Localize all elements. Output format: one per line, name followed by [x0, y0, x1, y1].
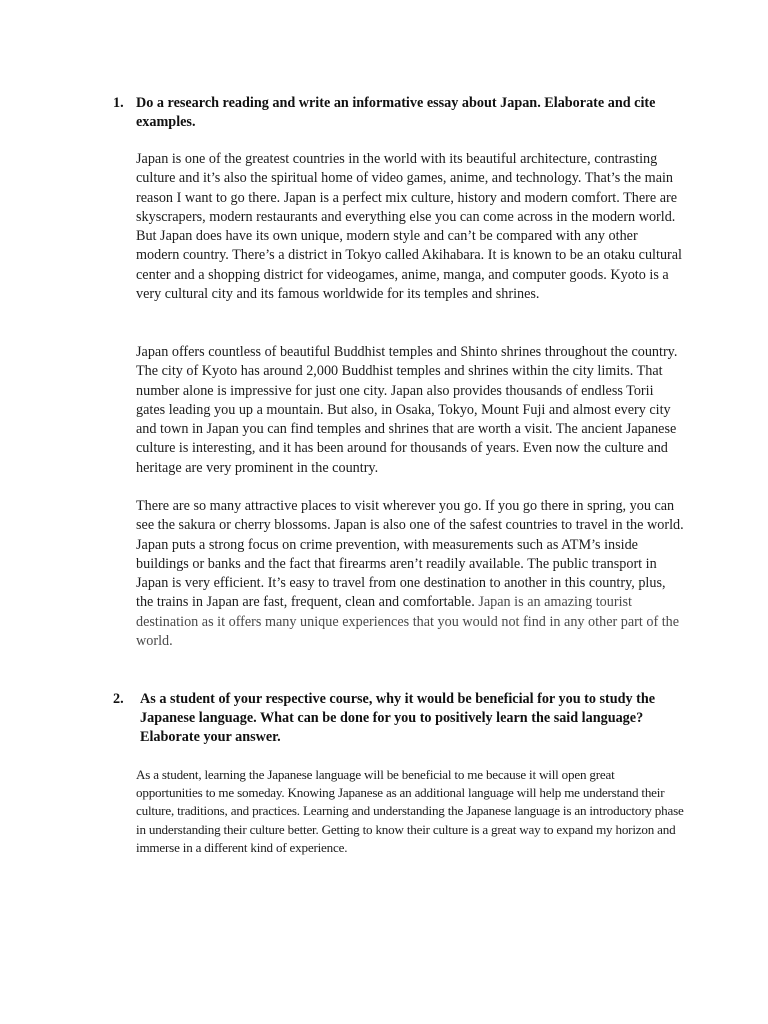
- q1-paragraph-3: [136, 497, 684, 651]
- question-1-text: Do a research reading and write an informative essay about Japan. Elaborate and cite examples.: [136, 95, 656, 130]
- q2-paragraph: As a student, learning the Japanese language will be beneficial to me because it will open great opportunities to me someday. Knowing Japanese as an additional language will help me understand their culture, traditions, and practices. Learning and understanding the Japanese language is an introductory phase in understanding their culture better. Getting to know their culture is a great way to expand my horizon and immerse in a different kind of experience.: [136, 767, 684, 855]
- question-1-number: 1.: [113, 95, 124, 111]
- q1-paragraph-3-text: There are so many attractive places to visit wherever you go. If you go there in spring, you can see the sakura or cherry blossoms. Japan is also one of the safest countries to travel in the world. Japan puts a strong focus on crime prevention, with measurements such as ATM’s inside buildings or banks and the fact that firearms aren’t readily available. The public transport in Japan is very efficient. It’s easy to travel from one destination to another in this country, plus, the trains in Japan are fast, frequent, clean and comfortable.: [136, 498, 684, 611]
- question-2-number: 2.: [113, 691, 124, 707]
- question-2: [113, 690, 683, 748]
- q1-paragraph-2: Japan offers countless of beautiful Buddhist temples and Shinto shrines throughout the country. The city of Kyoto has around 2,000 Buddhist temples and shrines within the city limits. That number alone is impressive for just one city. Japan also provides thousands of endless Torii gates leading you up a mountain. But also, in Osaka, Tokyo, Mount Fuji and almost every city and town in Japan you can find temples and shrines that are worth a visit. The ancient Japanese culture is interesting, and it has been around for thousands of years. Even now the culture and heritage are very prominent in the country.: [136, 344, 678, 476]
- q1-paragraph-1: Japan is one of the greatest countries in the world with its beautiful architecture, contrasting culture and it’s also the spiritual home of video games, anime, and technology. That’s the main reason I want to go there. Japan is a perfect mix culture, history and modern comfort. There are skyscrapers, modern restaurants and everything else you can come across in the modern world. But Japan does have its own unique, modern style and can’t be compared with any other modern country. There’s a district in Tokyo called Akihabara. It is known to be an otaku cultural center and a shopping district for videogames, anime, manga, and computer goods. Kyoto is a very cultural city and its famous worldwide for its temples and shrines.: [136, 151, 683, 303]
- question-2-text: As a student of your respective course, why it would be beneficial for you to study the Japanese language. What can be done for you to positively learn the said language? Elaborate your answer.: [140, 691, 656, 745]
- question-1: [113, 94, 683, 134]
- q1-paragraph-3-closing: Japan is an amazing tourist destination as it offers many unique experiences that you would not find in any other part of the world.: [136, 594, 680, 650]
